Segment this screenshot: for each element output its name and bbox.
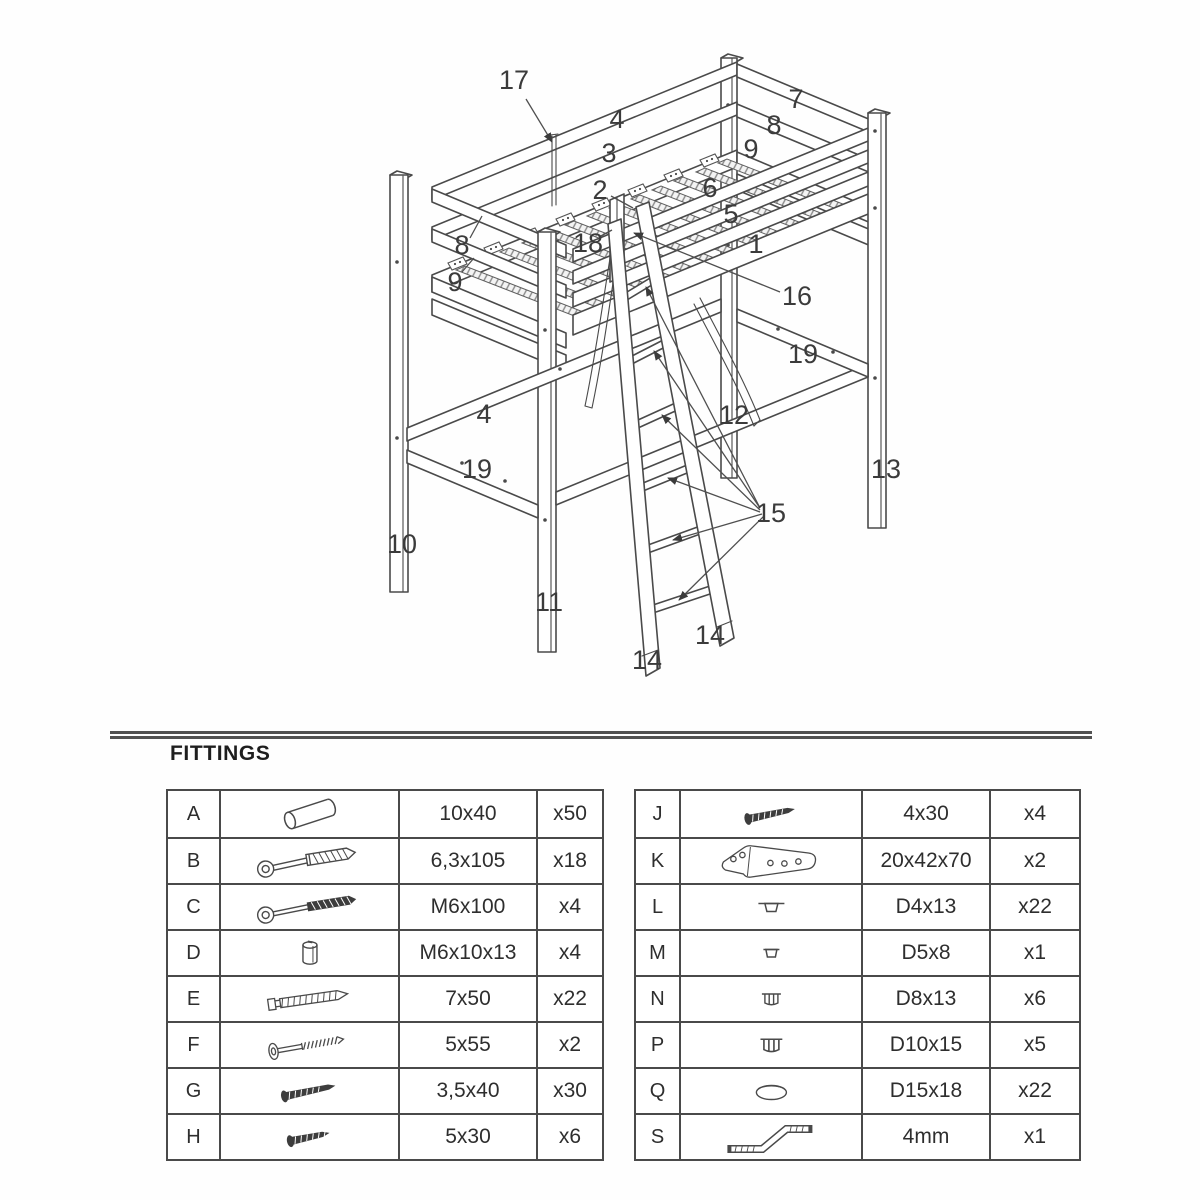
wood-screw-icon bbox=[219, 1067, 398, 1113]
fitting-qty: x4 bbox=[536, 883, 602, 929]
fittings-table-left bbox=[166, 789, 604, 1161]
leader-line bbox=[668, 478, 760, 512]
cap-nut-small-icon bbox=[679, 975, 861, 1021]
cover-cap-tiny-icon bbox=[679, 929, 861, 975]
oval-cover-cap-icon bbox=[679, 1067, 861, 1113]
fitting-size: 3,5x40 bbox=[398, 1067, 536, 1113]
dowel-icon bbox=[219, 791, 398, 837]
machine-bolt-icon bbox=[219, 883, 398, 929]
allen-key-icon bbox=[679, 1113, 861, 1159]
fitting-size: D5x8 bbox=[861, 929, 989, 975]
part-label-18: 18 bbox=[572, 228, 604, 258]
part-label-2: 2 bbox=[592, 175, 608, 205]
fitting-size: 10x40 bbox=[398, 791, 536, 837]
part-label-12: 12 bbox=[718, 400, 750, 430]
fitting-letter: A bbox=[186, 802, 201, 825]
part-label-16: 16 bbox=[781, 281, 813, 311]
fitting-letter: Q bbox=[636, 1067, 679, 1113]
fitting-letter: S bbox=[636, 1113, 679, 1159]
fitting-size: 4x30 bbox=[861, 791, 989, 837]
fitting-size: 4mm bbox=[861, 1113, 989, 1159]
part-label-4: 4 bbox=[609, 104, 625, 134]
part-label-7: 7 bbox=[788, 84, 804, 114]
part-label-14: 14 bbox=[631, 645, 663, 675]
fitting-size: D8x13 bbox=[861, 975, 989, 1021]
part-label-10: 10 bbox=[386, 529, 418, 559]
fitting-letter: B bbox=[168, 837, 219, 883]
anchor-bolt-icon bbox=[219, 837, 398, 883]
wood-screw-short-icon bbox=[219, 1113, 398, 1159]
fitting-letter: M bbox=[636, 929, 679, 975]
fitting-qty: x50 bbox=[536, 791, 602, 837]
fitting-qty: x4 bbox=[536, 929, 602, 975]
washer-head-screw-icon bbox=[219, 1021, 398, 1067]
part-label-9: 9 bbox=[447, 267, 463, 297]
barrel-nut-icon bbox=[219, 929, 398, 975]
leader-line bbox=[673, 514, 762, 540]
small-screw-icon bbox=[679, 791, 861, 837]
fitting-size: 6,3x105 bbox=[398, 837, 536, 883]
fitting-qty: x4 bbox=[989, 791, 1079, 837]
fitting-letter: K bbox=[636, 837, 679, 883]
fitting-qty: x1 bbox=[989, 929, 1079, 975]
fitting-qty: x22 bbox=[989, 883, 1079, 929]
fitting-qty: x2 bbox=[536, 1021, 602, 1067]
part-label-19: 19 bbox=[787, 339, 819, 369]
fitting-letter: F bbox=[168, 1021, 219, 1067]
fitting-size: 20x42x70 bbox=[861, 837, 989, 883]
part-label-8: 8 bbox=[454, 230, 470, 260]
part-label-17: 17 bbox=[498, 65, 530, 95]
part-label-6: 6 bbox=[702, 173, 718, 203]
fitting-letter: P bbox=[636, 1021, 679, 1067]
fitting-qty: x1 bbox=[989, 1113, 1079, 1159]
fitting-size: 5x30 bbox=[398, 1113, 536, 1159]
cover-cap-small-icon bbox=[679, 883, 861, 929]
fitting-size: D10x15 bbox=[861, 1021, 989, 1067]
fitting-letter: H bbox=[168, 1113, 219, 1159]
fitting-qty: x5 bbox=[989, 1021, 1079, 1067]
part-label-3: 3 bbox=[601, 138, 617, 168]
fitting-size: M6x10x13 bbox=[398, 929, 536, 975]
part-label-1: 1 bbox=[748, 229, 764, 259]
part-label-15: 15 bbox=[755, 498, 787, 528]
fitting-letter: N bbox=[636, 975, 679, 1021]
fitting-letter: D bbox=[168, 929, 219, 975]
fitting-size: 7x50 bbox=[398, 975, 536, 1021]
part-label-5: 5 bbox=[723, 199, 739, 229]
fitting-qty: x6 bbox=[989, 975, 1079, 1021]
section-divider bbox=[110, 731, 1092, 739]
part-label-8: 8 bbox=[766, 110, 782, 140]
fitting-letter: E bbox=[168, 975, 219, 1021]
fitting-qty: x30 bbox=[536, 1067, 602, 1113]
fitting-size: M6x100 bbox=[398, 883, 536, 929]
fitting-qty: x22 bbox=[989, 1067, 1079, 1113]
fitting-qty: x22 bbox=[536, 975, 602, 1021]
fitting-qty: x18 bbox=[536, 837, 602, 883]
corner-bracket-icon bbox=[679, 837, 861, 883]
fitting-size: 5x55 bbox=[398, 1021, 536, 1067]
fittings-heading: FITTINGS bbox=[170, 742, 271, 765]
fitting-size: D4x13 bbox=[861, 883, 989, 929]
fittings-table-right bbox=[634, 789, 1081, 1161]
fitting-letter: G bbox=[168, 1067, 219, 1113]
leader-line bbox=[526, 99, 552, 142]
confirmat-screw-icon bbox=[219, 975, 398, 1021]
fitting-qty: x2 bbox=[989, 837, 1079, 883]
part-label-14: 14 bbox=[694, 620, 726, 650]
fitting-size: D15x18 bbox=[861, 1067, 989, 1113]
part-label-4: 4 bbox=[476, 399, 492, 429]
part-label-19: 19 bbox=[461, 454, 493, 484]
fitting-letter: L bbox=[636, 883, 679, 929]
fitting-qty: x6 bbox=[536, 1113, 602, 1159]
part-label-11: 11 bbox=[534, 587, 564, 617]
fitting-letter: J bbox=[652, 802, 663, 825]
part-label-9: 9 bbox=[743, 134, 759, 164]
cap-nut-icon bbox=[679, 1021, 861, 1067]
part-label-13: 13 bbox=[870, 454, 902, 484]
fitting-letter: C bbox=[168, 883, 219, 929]
